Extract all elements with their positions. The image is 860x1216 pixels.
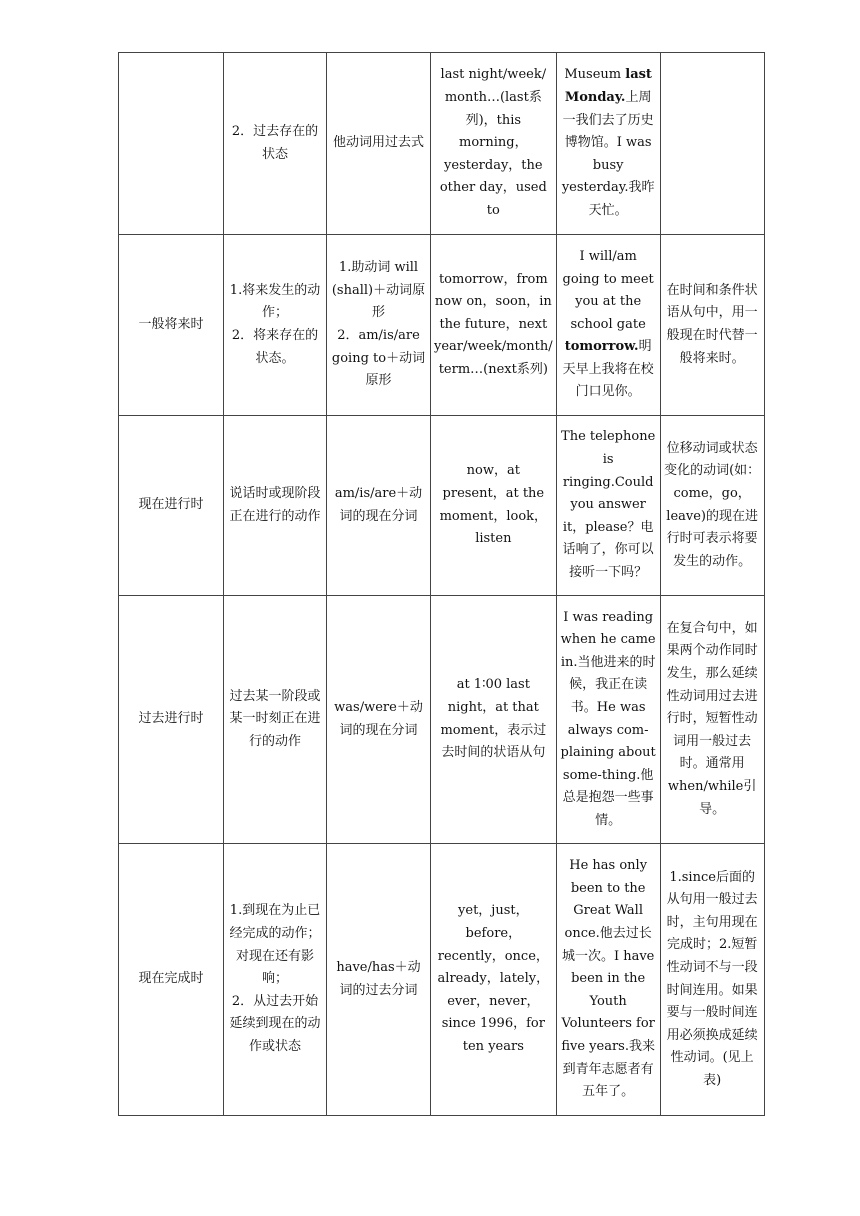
usage-cell: 说话时或现阶段正在进行的动作	[224, 416, 327, 596]
tense-cell: 一般将来时	[119, 235, 224, 416]
tense-cell	[119, 53, 224, 235]
tense-cell: 现在完成时	[119, 844, 224, 1116]
form-cell: was/were＋动词的现在分词	[327, 596, 431, 844]
example-cell: I was reading when he came in.当他进来的时候，我正在读书。He was always com-plaining about some-thing.他总是抱怨一些事情。	[556, 596, 660, 844]
notes-cell: 在时间和条件状语从句中，用一般现在时代替一般将来时。	[660, 235, 764, 416]
example-cell: He has only been to the Great Wall once.他去过长城一次。I have been in the Youth Volunteers for five years.我来到青年志愿者有五年了。	[556, 844, 660, 1116]
table-row	[119, 844, 765, 1116]
markers-cell: now，at present，at the moment，look，listen	[431, 416, 557, 596]
table-row	[119, 416, 765, 596]
usage-cell: 1.到现在为止已经完成的动作；对现在还有影响； 2．从过去开始延续到现在的动作或状态	[224, 844, 327, 1116]
table-row	[119, 596, 765, 844]
markers-cell: yet，just，before，recently，once，already，lately，ever，never，since 1996，for ten years	[431, 844, 557, 1116]
markers-cell: tomorrow，from now on，soon，in the future，next year/week/month/ term…(next系列)	[431, 235, 557, 416]
markers-cell: last night/week/ month…(last系列)，this morning，yesterday，the other day，used to	[431, 53, 557, 235]
notes-cell	[660, 53, 764, 235]
notes-cell: 位移动词或状态变化的动词(如：come，go，leave)的现在进行时可表示将要发生的动作。	[660, 416, 764, 596]
table-row	[119, 53, 765, 235]
tense-cell: 过去进行时	[119, 596, 224, 844]
grammar-table	[118, 52, 765, 1116]
form-cell: am/is/are＋动词的现在分词	[327, 416, 431, 596]
tense-cell: 现在进行时	[119, 416, 224, 596]
usage-cell: 1.将来发生的动作； 2．将来存在的状态。	[224, 235, 327, 416]
table-row	[119, 235, 765, 416]
usage-cell: 过去某一阶段或某一时刻正在进行的动作	[224, 596, 327, 844]
example-cell: Museum last Monday.上周一我们去了历史博物馆。I was busy yesterday.我昨天忙。	[556, 53, 660, 235]
example-cell: The telephone is ringing.Could you answer it，please？电话响了，你可以接听一下吗？	[556, 416, 660, 596]
form-cell: have/has＋动词的过去分词	[327, 844, 431, 1116]
example-cell: I will/am going to meet you at the school gate tomorrow.明天早上我将在校门口见你。	[556, 235, 660, 416]
notes-cell: 1.since后面的从句用一般过去时，主句用现在完成时；2.短暂性动词不与一段时间连用。如果要与一般时间连用必须换成延续性动词。(见上表)	[660, 844, 764, 1116]
usage-cell: 2．过去存在的状态	[224, 53, 327, 235]
notes-cell: 在复合句中，如果两个动作同时发生，那么延续性动词用过去进行时，短暂性动词用一般过去时。通常用when/while引导。	[660, 596, 764, 844]
form-cell: 1.助动词 will (shall)＋动词原形 2．am/is/are going to＋动词原形	[327, 235, 431, 416]
markers-cell: at 1∶00 last night，at that moment，表示过去时间的状语从句	[431, 596, 557, 844]
form-cell: 他动词用过去式	[327, 53, 431, 235]
